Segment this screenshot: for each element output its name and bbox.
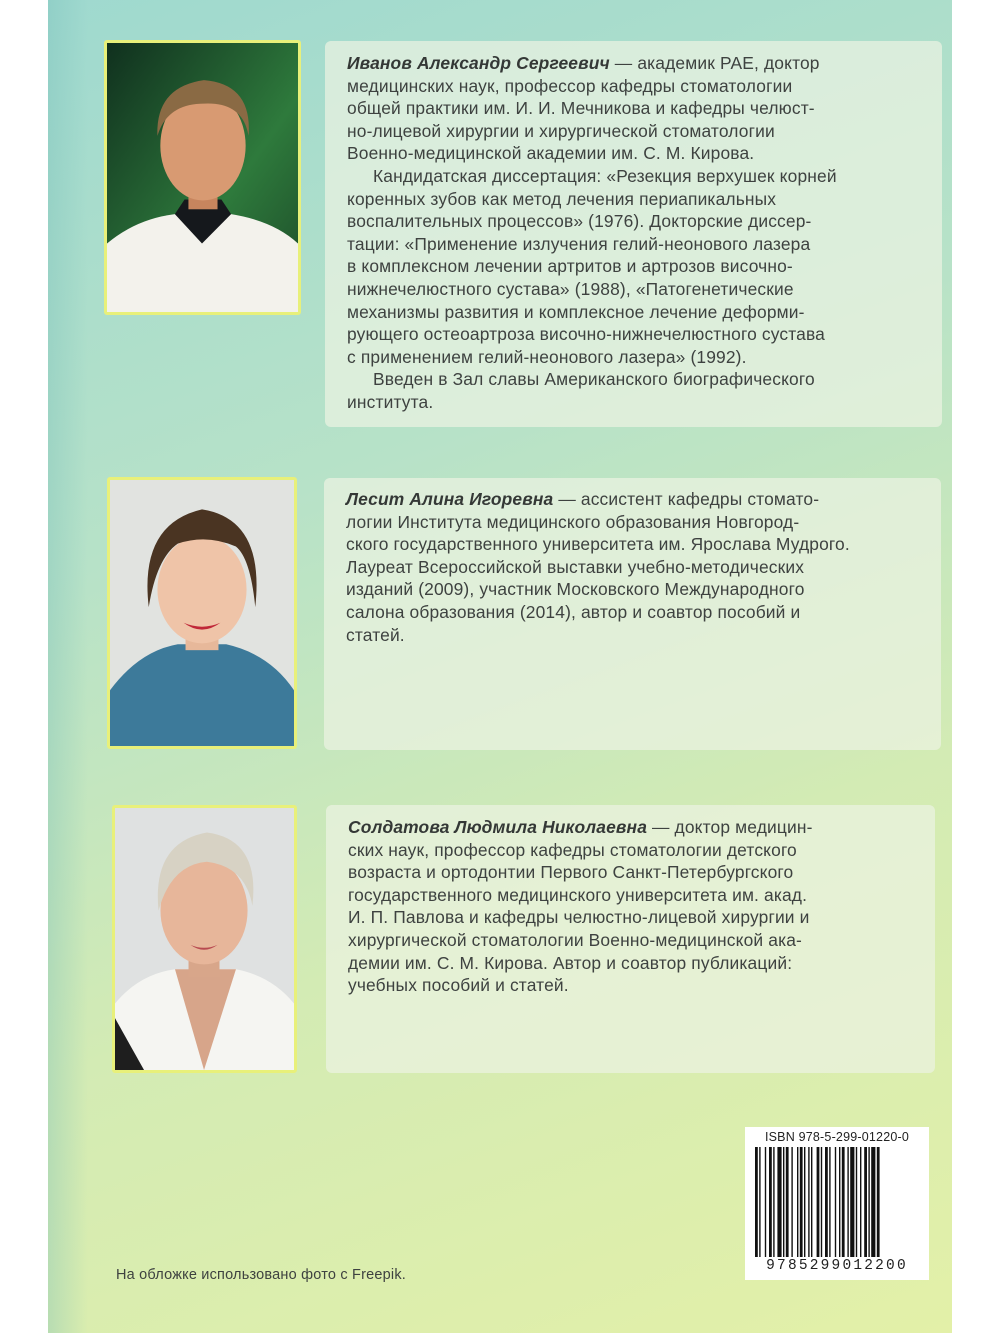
- author-name: Иванов Александр Сергеевич: [347, 53, 610, 73]
- barcode-bar: [811, 1147, 812, 1257]
- barcode-bar: [825, 1147, 828, 1257]
- barcode-bar: [839, 1147, 840, 1257]
- barcode-bar: [759, 1147, 760, 1257]
- author-bio-ivanov: Иванов Александр Сергеевич — академик РАЕ, доктор медицинских наук, профессор кафедры стоматологии общей практики им. И. И. Мечникова и кафедры челюст- но-лицевой хирургии и хирургической стоматологии Военно-медицинской академии им. С. М. Кирова. Кандидатская диссертация: «Резекция верхушек корней коренных зубов как метод лечения периапикальных воспалительных процессов» (1976). Докторские диссер- тации: «Применение излучения гелий-неонового лазера в комплексном лечении артритов и артрозов височно- нижнечелюстного сустава» (1988), «Патогенетические механизмы развития и комплексное лечение деформи- рующего остеоартроза височно-нижнечелюстного сустава с применением гелий-неонового лазера» (1992). Введен в Зал славы Американского биографического института.: [325, 41, 942, 427]
- barcode-bar: [755, 1147, 758, 1257]
- author-bio-lesit: Лесит Алина Игоревна — ассистент кафедры стомато- логии Института медицинского образования Новгород- ского государственного университета им. Ярослава Мудрого. Лауреат Всероссийской выставки учебно-методических изданий (2009), участник Московского Международного салона образования (2014), автор и соавтор пособий и статей.: [324, 478, 941, 750]
- barcode-bar: [777, 1147, 781, 1257]
- barcode-bar: [797, 1147, 798, 1257]
- author-name: Лесит Алина Игоревна: [346, 489, 554, 509]
- barcode-bar: [860, 1147, 861, 1257]
- barcode-bar: [817, 1147, 820, 1257]
- barcode-bar: [856, 1147, 857, 1257]
- barcode-bar: [847, 1147, 848, 1257]
- author-photo-soldatova: [112, 805, 297, 1073]
- barcode-bar: [791, 1147, 792, 1257]
- barcode-bar: [842, 1147, 845, 1257]
- barcode-bar: [783, 1147, 784, 1257]
- cover-photo-credit: На обложке использовано фото с Freepik.: [116, 1267, 407, 1283]
- isbn-label: ISBN 978-5-299-01220-0: [764, 1130, 910, 1144]
- barcode-bar: [800, 1147, 803, 1257]
- barcode-bar: [829, 1147, 830, 1257]
- ean-digits: 9785299012200: [766, 1258, 908, 1274]
- barcode-bar: [786, 1147, 789, 1257]
- barcode-bar: [821, 1147, 822, 1257]
- barcode-bar: [871, 1147, 875, 1257]
- author-photo-lesit: [107, 477, 297, 749]
- author-photo-ivanov: [104, 40, 301, 315]
- isbn-barcode: [745, 1127, 929, 1280]
- barcode-bar: [864, 1147, 867, 1257]
- barcode-bar: [850, 1147, 854, 1257]
- barcode-bar: [804, 1147, 805, 1257]
- barcode-bar: [868, 1147, 869, 1257]
- barcode-bar: [835, 1147, 836, 1257]
- author-bio-soldatova: Солдатова Людмила Николаевна — доктор медицин- ских наук, профессор кафедры стоматологии детского возраста и ортодонтии Первого Санкт-Петербургского государственного медицинского университета им. акад. И. П. Павлова и кафедры челюстно-лицевой хирургии и хирургической стоматологии Военно-медицинской ака- демии им. С. М. Кирова. Автор и соавтор публикаций: учебных пособий и статей.: [326, 805, 935, 1073]
- author-name: Солдатова Людмила Николаевна: [348, 817, 648, 837]
- barcode-bar: [769, 1147, 772, 1257]
- barcode-bar: [773, 1147, 774, 1257]
- barcode-bars: [755, 1147, 919, 1257]
- barcode-bar: [877, 1147, 880, 1257]
- barcode-bar: [808, 1147, 809, 1257]
- barcode-bar: [765, 1147, 766, 1257]
